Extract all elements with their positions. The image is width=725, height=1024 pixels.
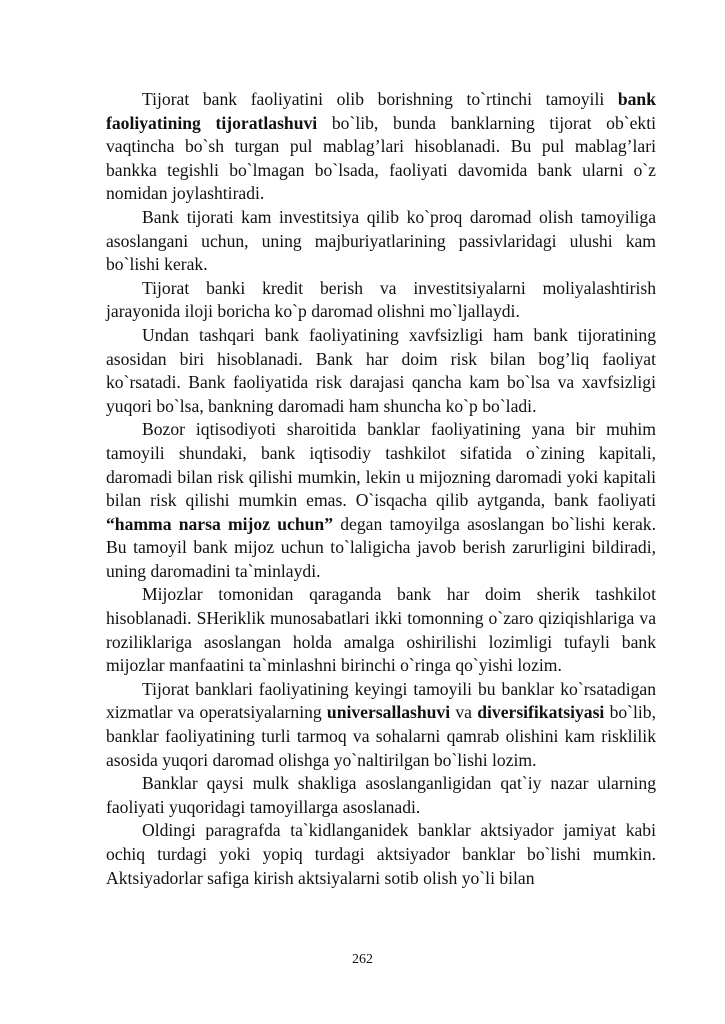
- paragraph: [106, 277, 656, 324]
- text-run: Tijorat bank faoliyatini olib borishning to`rtinchi tamoyili: [142, 89, 618, 109]
- paragraph: [106, 772, 656, 819]
- bold-term: diversifikatsiyasi: [477, 702, 605, 723]
- page-number: 262: [352, 952, 373, 967]
- paragraph: [106, 324, 656, 418]
- text-run: Bozor iqtisodiyoti sharoitida banklar faoliyatining yana bir muhim tamoyili shundaki, bank iqtisodiy tashkilot sifatida o`zining kapitali, daromadi bilan risk qilishi mumkin, lekin u mijozning daromadi yoki kapitali bilan risk qilishi mumkin emas. O`isqacha qilib aytganda, bank faoliyati: [106, 419, 656, 511]
- bold-term: universallashuvi: [326, 702, 451, 723]
- bold-term: bank faoliyatining tijoratlashuvi: [106, 89, 656, 133]
- paragraph: [106, 819, 656, 890]
- paragraph: [106, 583, 656, 677]
- text-run: Banklar qaysi mulk shakliga asoslanganligidan qat`iy nazar ularning faoliyati yuqoridagi tamoyillarga asoslanadi.: [106, 773, 656, 817]
- paragraph: [106, 206, 656, 277]
- paragraph: [106, 88, 656, 206]
- text-run: Tijorat banklari faoliyatining keyingi tamoyili bu banklar ko`rsatadigan xizmatlar va operatsiyalarning: [106, 678, 656, 723]
- page-body: [106, 88, 656, 890]
- text-run: degan tamoyilga asoslangan bo`lishi kerak. Bu tamoyil bank mijoz uchun to`laligicha javob berish zarurligini bildiradi, uning daromadini ta`minlaydi.: [106, 513, 656, 581]
- paragraph: [106, 678, 656, 772]
- text-run: va: [450, 702, 478, 723]
- text-run: Undan tashqari bank faoliyatining xavfsizligi ham bank tijoratining asosidan biri hisoblanadi. Bank har doim risk bilan bog’liq faoliyat ko`rsatadi. Bank faoliyatida risk darajasi qancha kam bo`lsa va xavfsizligi yuqori bo`lsa, bankning daromadi ham shuncha ko`p bo`ladi.: [106, 324, 656, 416]
- text-run: bo`lib, bunda banklarning tijorat ob`ekti vaqtincha bo`sh turgan pul mablag’lari hisoblanadi. Bu pul mablag’lari bankka tegishli bo`lmagan bo`lsada, faoliyati davomida bank ularni o`z nomidan joylashtiradi.: [106, 112, 656, 204]
- text-run: Oldingi paragrafda ta`kidlanganidek banklar aktsiyador jamiyat kabi ochiq turdagi yoki yopiq turdagi aktsiyador banklar bo`lishi mumkin. Aktsiyadorlar safiga kirish aktsiyalarni sotib olish yo`li bilan: [106, 820, 656, 888]
- text-run: Bank tijorati kam investitsiya qilib ko`proq daromad olish tamoyiliga asoslangani uchun, uning majburiyatlarining passivlaridagi ulushi kam bo`lishi kerak.: [106, 206, 656, 275]
- bold-term: “hamma narsa mijoz uchun”: [106, 513, 333, 534]
- paragraph: [106, 418, 656, 583]
- text-run: bo`lib, banklar faoliyatining turli tarmoq va sohalarni qamrab olishini kam risklilik asosida yuqori daromad olishga yo`naltirilgan bo`lishi lozim.: [106, 702, 656, 770]
- text-run: Mijozlar tomonidan qaraganda bank har doim sherik tashkilot hisoblanadi. SHeriklik munosabatlari ikki tomonning o`zaro qiziqishlariga va roziliklariga asoslangan holda amalga oshirilishi lozimligi tufayli bank mijozlar manfaatini ta`minlashni birinchi o`ringa qo`yishi lozim.: [106, 584, 656, 676]
- text-run: Tijorat banki kredit berish va investitsiyalarni moliyalashtirish jarayonida iloji boricha ko`p daromad olishni mo`ljallaydi.: [106, 277, 656, 322]
